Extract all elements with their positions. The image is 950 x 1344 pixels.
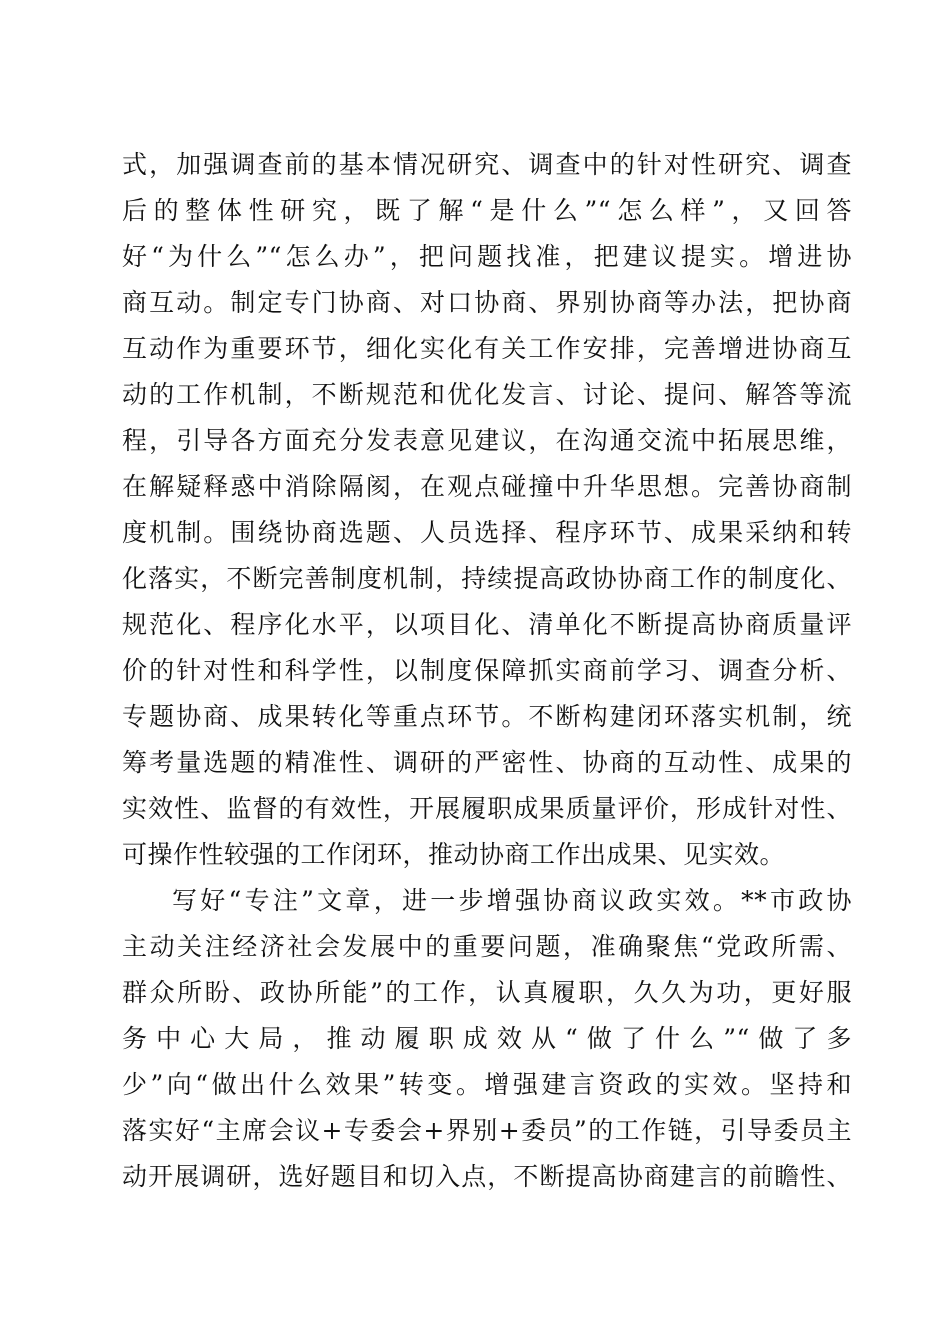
text-line: 动开展调研，选好题目和切入点，不断提高协商建言的前瞻性、	[122, 1162, 852, 1191]
paragraph-end-line: 可操作性较强的工作闭环，推动协商工作出成果、见实效。	[122, 840, 786, 869]
text-line: 主动关注经济社会发展中的重要问题，准确聚焦“党政所需、	[122, 932, 852, 961]
text-line: 价的针对性和科学性，以制度保障抓实商前学习、调查分析、	[122, 656, 852, 685]
text-line: 在解疑释惑中消除隔阂，在观点碰撞中升华思想。完善协商制	[122, 472, 852, 501]
text-line: 少”向“做出什么效果”转变。增强建言资政的实效。坚持和	[122, 1070, 852, 1099]
text-line: 群众所盼、政协所能”的工作，认真履职，久久为功，更好服	[122, 978, 852, 1007]
text-line: 动的工作机制，不断规范和优化发言、讨论、提问、解答等流	[122, 380, 852, 409]
text-line: 规范化、程序化水平，以项目化、清单化不断提高协商质量评	[122, 610, 852, 639]
text-line: 务中心大局，推动履职成效从“做了什么”“做了多	[122, 1024, 852, 1053]
text-line: 筹考量选题的精准性、调研的严密性、协商的互动性、成果的	[122, 748, 852, 777]
text-line: 后的整体性研究，既了解“是什么”“怎么样”，又回答	[122, 196, 852, 225]
text-line: 式，加强调查前的基本情况研究、调查中的针对性研究、调查	[122, 150, 852, 179]
text-line: 落实好“主席会议+专委会+界别+委员”的工作链，引导委员主	[122, 1116, 852, 1145]
text-line: 商互动。制定专门协商、对口协商、界别协商等办法，把协商	[122, 288, 852, 317]
text-line: 实效性、监督的有效性，开展履职成果质量评价，形成针对性、	[122, 794, 852, 823]
text-line: 专题协商、成果转化等重点环节。不断构建闭环落实机制，统	[122, 702, 852, 731]
text-line: 程，引导各方面充分发表意见建议，在沟通交流中拓展思维，	[122, 426, 852, 455]
text-line: 好“为什么”“怎么办”，把问题找准，把建议提实。增进协	[122, 242, 852, 271]
text-line: 度机制。围绕协商选题、人员选择、程序环节、成果采纳和转	[122, 518, 852, 547]
text-line: 化落实，不断完善制度机制，持续提高政协协商工作的制度化、	[122, 564, 852, 593]
paragraph-start-line: 写好“专注”文章，进一步增强协商议政实效。**市政协	[172, 886, 852, 915]
body-text	[122, 142, 852, 1200]
text-line: 互动作为重要环节，细化实化有关工作安排，完善增进协商互	[122, 334, 852, 363]
